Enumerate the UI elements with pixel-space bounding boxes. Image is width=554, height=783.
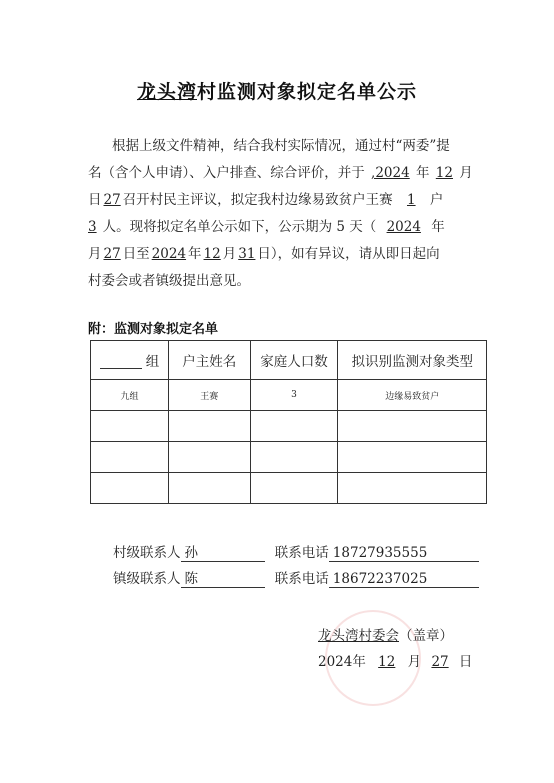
notice-line-2 [88, 163, 473, 183]
notice-text: 年 [416, 165, 430, 181]
cell-type: 边缘易致贫户 [338, 380, 487, 411]
notice-line-1 [112, 136, 450, 156]
notice-text: 日），如有异议，请从即日起向 [257, 246, 440, 262]
review-day: 27 [103, 192, 121, 208]
notice-text: 年 [431, 219, 445, 235]
review-year: ,2024 [371, 165, 410, 181]
notice-text: 名（含个人申请）、入户排查、综合评价，并于 [88, 165, 365, 181]
period-end-year: 2024 [151, 246, 187, 262]
village-contact [113, 541, 479, 562]
village-contact-name: 孙 [181, 541, 265, 562]
notice-line-6 [88, 271, 250, 291]
town-contact-name: 陈 [181, 567, 265, 588]
monitoring-list-table [90, 340, 487, 504]
period-end-day: 31 [238, 246, 256, 262]
household-count: 1 [406, 192, 416, 208]
town-phone-label: 联系电话 [274, 571, 329, 587]
sign-month: 12 [378, 654, 396, 670]
cell-group [91, 411, 169, 442]
sign-year-label: 年 [352, 654, 366, 670]
page-title [0, 77, 554, 104]
signature-org [318, 624, 453, 644]
cell-group: 九组 [91, 380, 169, 411]
header-monitor-type: 拟识别监测对象类型 [338, 341, 487, 380]
sign-day-label: 日 [458, 654, 473, 670]
header-head-name: 户主姓名 [168, 341, 250, 380]
cell-name [168, 473, 250, 504]
title-rest: 村监测对象拟定名单公示 [197, 81, 418, 103]
title-village-name: 龙头湾 [136, 81, 197, 103]
period-start-year: 2024 [386, 219, 421, 235]
cell-size [250, 411, 338, 442]
signature-date [318, 650, 472, 670]
notice-text: 根据上级文件精神，结合我村实际情况，通过村“两委”提 [112, 138, 450, 154]
town-contact-label: 镇级联系人 [113, 571, 181, 587]
header-group [91, 341, 169, 380]
notice-text: 月 [222, 246, 237, 262]
cell-group [91, 473, 169, 504]
group-blank-line [100, 356, 142, 369]
cell-name: 王赛 [168, 380, 250, 411]
notice-text: 人。现将拟定名单公示如下，公示期为 5 天（ [102, 219, 377, 235]
sign-year: 2024 [318, 654, 353, 670]
person-count: 3 [88, 219, 97, 235]
cell-size: 3 [250, 380, 338, 411]
table-header-row [91, 341, 487, 380]
signature-org-name: 龙头湾村委会 [318, 628, 399, 644]
notice-line-3 [88, 190, 443, 210]
village-phone: 18727935555 [329, 545, 479, 562]
table-row [91, 473, 487, 504]
notice-text: 村委会或者镇级提出意见。 [88, 273, 250, 289]
village-phone-label: 联系电话 [274, 545, 329, 561]
cell-type [338, 442, 487, 473]
notice-text: 日 [88, 192, 102, 208]
notice-text: 召开村民主评议，拟定我村边缘易致贫户王赛 [122, 192, 393, 208]
period-end-month: 12 [203, 246, 221, 262]
table-row [91, 442, 487, 473]
cell-name [168, 442, 250, 473]
town-contact [113, 567, 479, 588]
table-row [91, 380, 487, 411]
cell-size [250, 473, 338, 504]
notice-text: 日至 [122, 246, 150, 262]
cell-name [168, 411, 250, 442]
cell-type [338, 473, 487, 504]
town-phone: 18672237025 [329, 571, 479, 588]
annex-title: 附：监测对象拟定名单 [88, 322, 219, 337]
header-family-size: 家庭人口数 [250, 341, 338, 380]
notice-line-4 [88, 217, 445, 237]
notice-text: 户 [429, 192, 444, 208]
notice-text: 年 [188, 246, 202, 262]
period-start-day: 27 [103, 246, 121, 262]
cell-type [338, 411, 487, 442]
sign-month-label: 月 [407, 654, 422, 670]
seal-note: （盖章） [399, 628, 453, 644]
notice-text: 月 [88, 246, 102, 262]
cell-group [91, 442, 169, 473]
table-row [91, 411, 487, 442]
sign-day: 27 [431, 654, 449, 670]
header-group-label: 组 [145, 354, 160, 370]
village-contact-label: 村级联系人 [113, 545, 181, 561]
review-month: 12 [435, 165, 453, 181]
notice-line-5 [88, 244, 440, 264]
notice-text: 月 [459, 165, 473, 181]
cell-size [250, 442, 338, 473]
